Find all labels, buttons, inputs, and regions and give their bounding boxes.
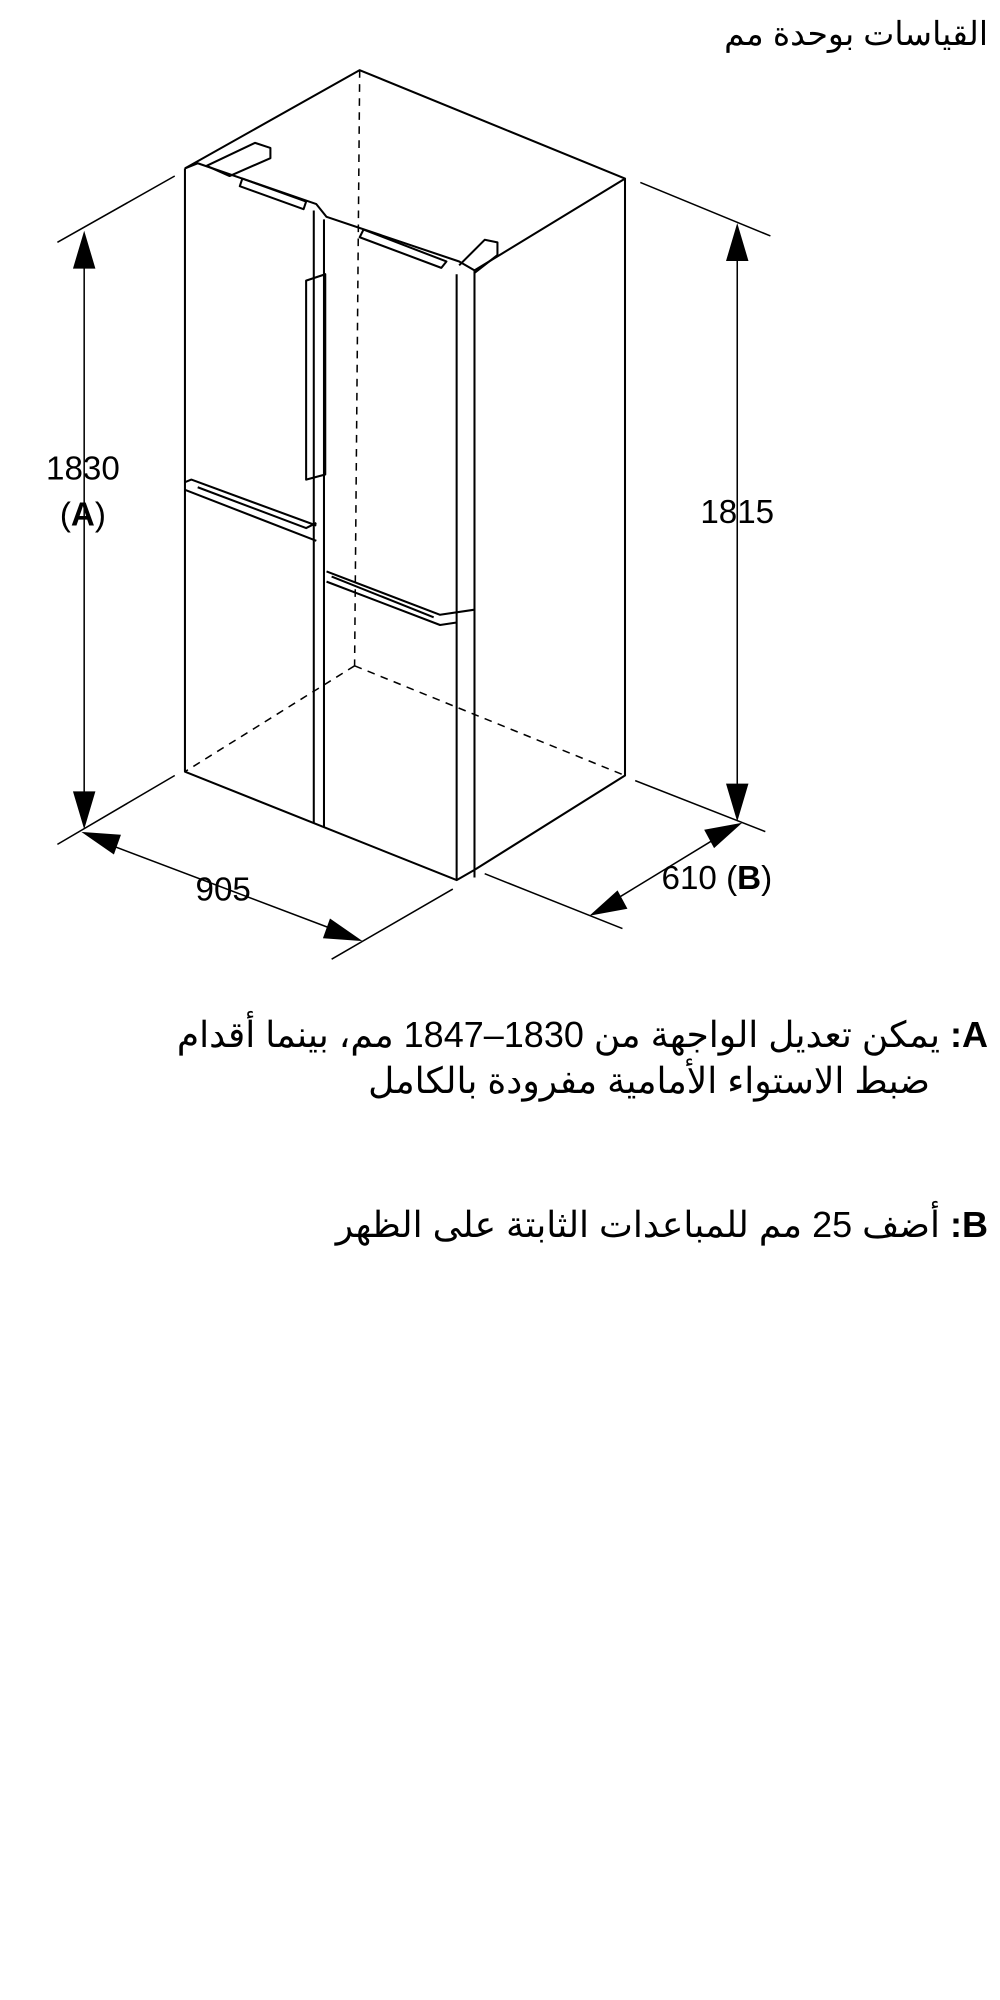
note-b-key: B: [950,1204,988,1245]
arrow-up-icon [727,226,747,260]
note-a-line1: يمكن تعديل الواجهة من 1830–1847 مم، بينما أقدام [176,1014,940,1055]
depth-value: 610 [661,860,717,898]
arrow-down-icon [74,792,94,826]
note-b-line1: أضف 25 مم للمباعدات الثابتة على الظهر [335,1204,940,1245]
arrow-right-icon [705,824,739,847]
dimension-lines [57,176,770,959]
note-b [336,1202,988,1248]
height-body-value: 1815 [700,493,775,531]
note-a-key: A: [950,1014,988,1055]
height-a-label: (A) [59,496,106,534]
fridge-outline [185,70,625,880]
note-a-line2: ضبط الاستواء الأمامية مفرودة بالكامل [368,1060,930,1101]
arrow-left-icon [592,892,626,915]
note-a [177,1012,988,1104]
depth-key: B [737,860,762,898]
arrow-up-icon [74,233,94,267]
arrow-left-icon [84,833,120,853]
height-a-value: 1830 [46,450,120,488]
arrow-down-icon [727,784,747,818]
width-value: 905 [195,871,251,909]
hidden-edges [185,70,625,775]
height-a-key: A [70,496,95,534]
units-title: القياسات بوحدة مم [724,15,988,52]
arrow-right-icon [324,920,360,940]
depth-label: 610 (B) [661,860,773,898]
